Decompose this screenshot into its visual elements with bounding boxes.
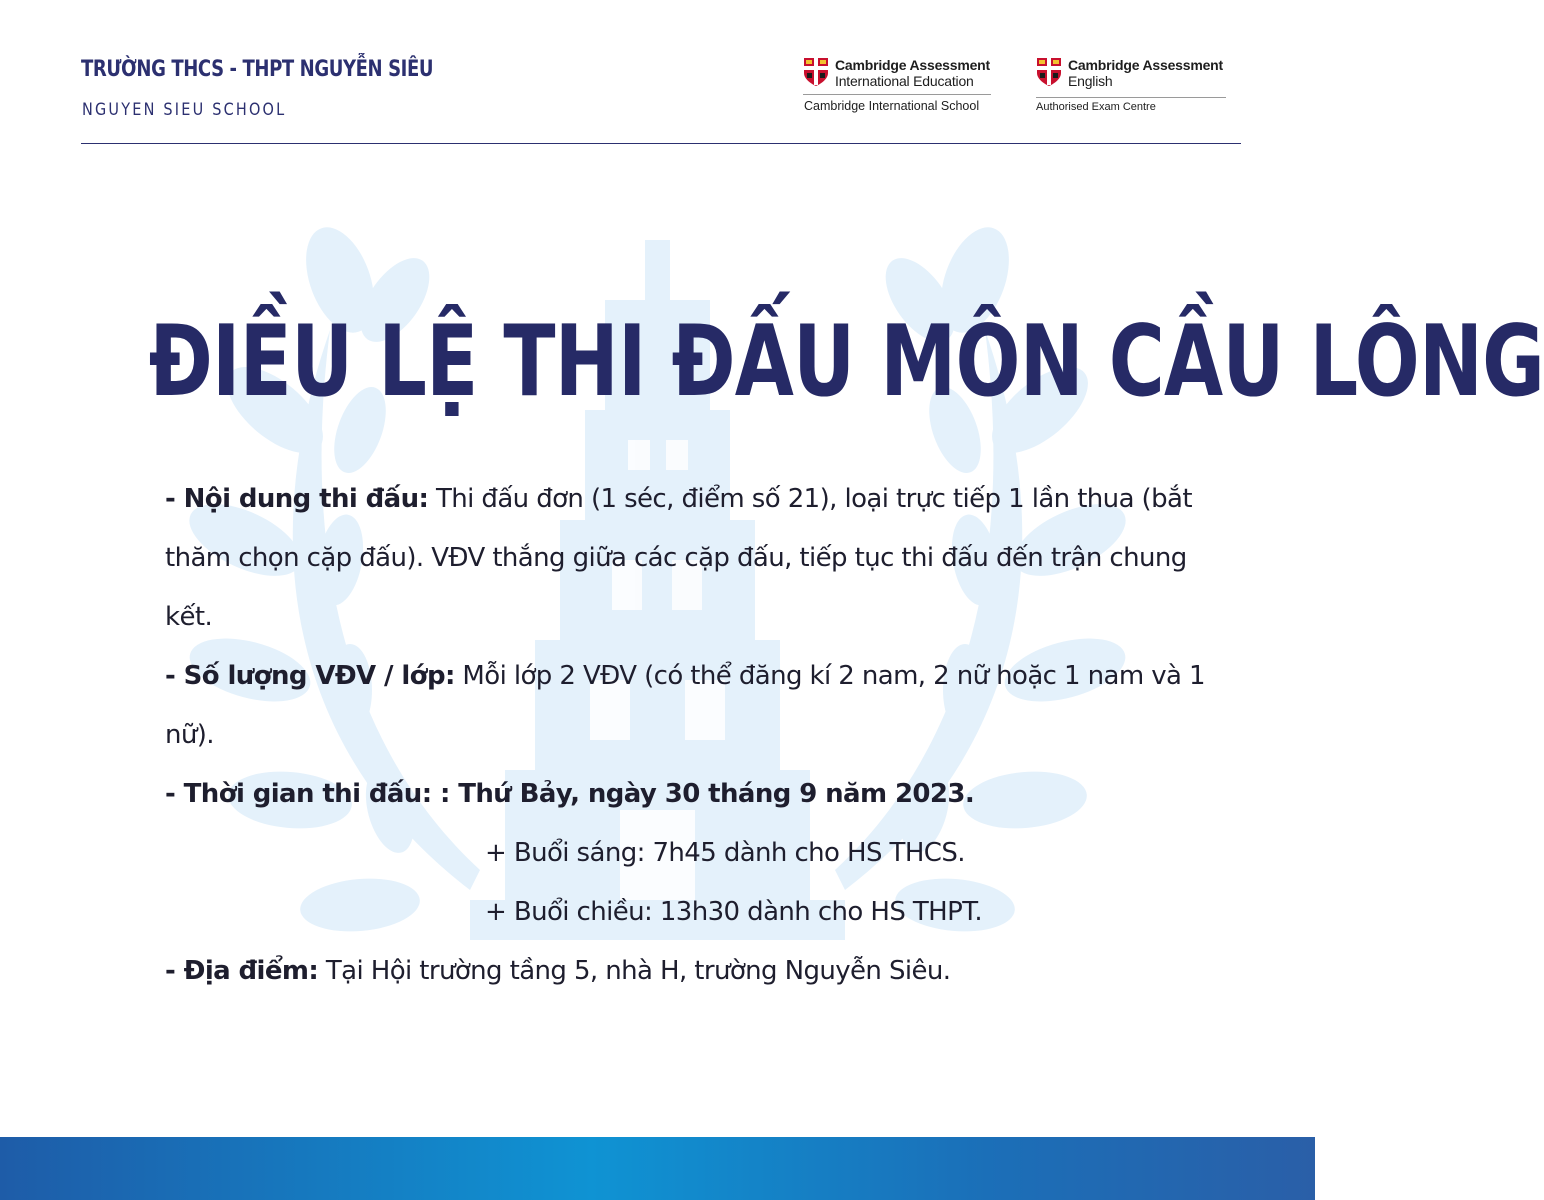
- cambridge-shield-icon: [1036, 57, 1062, 87]
- school-name-vietnamese: TRƯỜNG THCS - THPT NGUYỄN SIÊU: [81, 57, 434, 82]
- athletes-text: Mỗi lớp 2 VĐV (có thể đăng kí 2 nam, 2 nữ hoặc 1 nam và 1 nữ).: [165, 661, 1205, 750]
- cambridge-logo-line2: International Education: [835, 73, 974, 89]
- cambridge-logo-line2: English: [1068, 73, 1113, 89]
- time-text: : Thứ Bảy, ngày 30 tháng 9 năm 2023.: [439, 779, 975, 809]
- afternoon-session: + Buổi chiều: 13h30 dành cho HS THPT.: [485, 897, 983, 927]
- athletes-label: - Số lượng VĐV / lớp:: [165, 661, 455, 691]
- logo-divider: [803, 94, 991, 95]
- school-name-english: NGUYEN SIEU SCHOOL: [82, 100, 287, 120]
- athletes-paragraph: [165, 647, 1205, 765]
- venue-text: Tại Hội trường tầng 5, nhà H, trường Nguyễn Siêu.: [318, 956, 951, 986]
- cambridge-logo-line1: Cambridge Assessment: [835, 57, 990, 73]
- time-label: - Thời gian thi đấu:: [165, 779, 440, 809]
- rules-content: [165, 470, 1205, 1001]
- cambridge-international-logo: [803, 57, 1003, 117]
- format-text: Thi đấu đơn (1 séc, điểm số 21), loại trực tiếp 1 lần thua (bắt thăm chọn cặp đấu). VĐV thắng giữa các cặp đấu, tiếp tục thi đấu đến trận chung kết.: [165, 484, 1192, 632]
- footer-color-bar: [0, 1137, 1315, 1200]
- cambridge-shield-icon: [803, 57, 829, 87]
- format-label: - Nội dung thi đấu:: [165, 484, 429, 514]
- cambridge-logo-subtitle: Cambridge International School: [804, 99, 980, 113]
- venue-label: - Địa điểm:: [165, 956, 319, 986]
- cambridge-logo-subtitle: Authorised Exam Centre: [1036, 101, 1156, 113]
- header-divider: [81, 143, 1241, 144]
- morning-session: + Buổi sáng: 7h45 dành cho HS THCS.: [485, 838, 965, 868]
- venue-paragraph: [165, 942, 1205, 1001]
- cambridge-english-logo: [1036, 57, 1236, 117]
- format-paragraph: [165, 470, 1205, 647]
- time-paragraph: [165, 765, 1205, 824]
- page-title: ĐIỀU LỆ THI ĐẤU MÔN CẦU LÔNG: [148, 305, 1544, 419]
- logo-divider: [1036, 97, 1226, 98]
- cambridge-logo-line1: Cambridge Assessment: [1068, 57, 1223, 73]
